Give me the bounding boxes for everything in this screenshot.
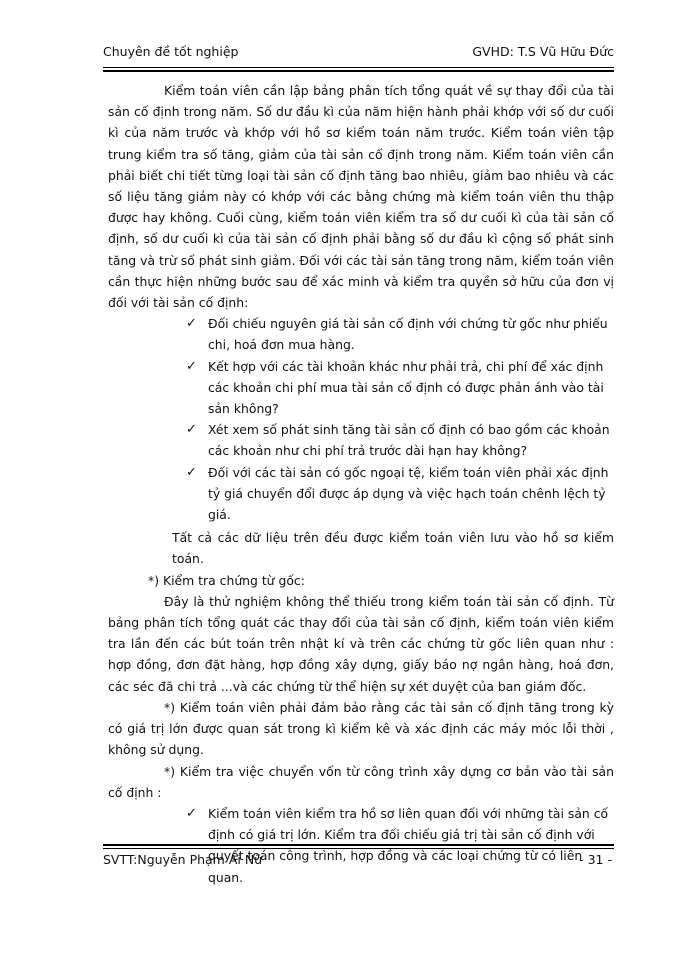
check-icon: ✓	[186, 358, 197, 374]
header-rule-thick	[103, 70, 614, 72]
list-item-text: Đối chiếu nguyên giá tài sản cố định với chứng từ gốc như phiếu chi, hoá đơn mua hàng.	[208, 316, 608, 353]
footer-student: SVTT:Nguyễn Phạm Ái Nữ	[103, 852, 263, 867]
header-title: Chuyên đề tốt nghiệp	[103, 44, 239, 59]
page-body	[108, 80, 614, 888]
paragraph-5: *) Kiểm tra việc chuyển vốn từ công trình xây dựng cơ bản vào tài sản cố định :	[108, 763, 614, 800]
list-item-text: Đối với các tài sản có gốc ngoại tệ, kiểm toán viên phải xác định tỷ giá chuyển đổi được áp dụng và việc hạch toán chênh lệch tỷ giá.	[208, 464, 609, 523]
footer-rule-thin	[103, 848, 614, 849]
check-icon: ✓	[186, 464, 197, 480]
paragraph-2-text: Tất cả các dữ liệu trên đều được kiểm toán viên lưu vào hồ sơ kiểm toán.	[172, 530, 614, 567]
paragraph-1: Kiểm toán viên cần lập bảng phân tích tổng quát về sự thay đổi của tài sản cố định trong năm. Số dư đầu kì của năm hiện hành phải khớp với số dư cuối kì của năm trước và khớp với hồ sơ kiểm toán năm trước. Kiểm toán viên tập trung kiểm tra số tăng, giảm của tài sản cố định trong năm. Kiểm toán viên cần phải biết chi tiết từng loại tài sản cố định tăng bao nhiêu, giảm bao nhiêu và các số liệu tăng giảm này có khớp với các bằng chứng mà kiểm toán viên thu thập được hay không. Cuối cùng, kiểm toán viên kiểm tra số dư cuối kì của tài sản cố định, số dư cuối kì của tài sản cố định phải bằng số dư đầu kì cộng số phát sinh tăng và trừ số phát sinh giảm. Đối với các tài sản tăng trong năm, kiểm toán viên cần thực hiện những bước sau để xác minh và kiểm tra quyền sở hữu của đơn vị đối với tài sản cố định:	[108, 83, 614, 311]
list-item	[186, 356, 614, 420]
check-icon: ✓	[186, 316, 197, 332]
list-item	[186, 419, 614, 461]
header-advisor: GVHD: T.S Vũ Hữu Đức	[472, 44, 614, 59]
list-item	[186, 313, 614, 355]
check-icon: ✓	[186, 422, 197, 438]
paragraph-4: *) Kiểm toán viên phải đảm bảo rằng các tài sản cố định tăng trong kỳ có giá trị lớn được quan sát trong kì kiểm kê và xác định các máy móc lỗi thời , không sử dụng.	[108, 699, 614, 758]
check-icon: ✓	[186, 805, 197, 821]
paragraph-2	[116, 527, 614, 569]
paragraph-3: Đây là thử nghiệm không thể thiếu trong kiểm toán tài sản cố định. Từ bảng phân tích tổng quát các thay đổi của tài sản cố định, kiểm toán viên kiểm tra lần đến các bút toán trên nhật kí và trên các chứng từ gốc liên quan như : hợp đồng, đơn đặt hàng, hợp đồng xây dựng, giấy báo nợ ngân hàng, hoá đơn, các séc đã chi trả ...và các chứng từ thể hiện sự xét duyệt của ban giám đốc.	[108, 593, 614, 694]
footer-rule-thick	[103, 844, 614, 846]
checklist-1	[186, 313, 614, 525]
list-item-text: Kiểm toán viên kiểm tra hồ sơ liên quan đối với những tài sản cố định có giá trị lớn. Kiểm tra đối chiếu giá trị tài sản cố định với quyết toán công trình, hợp đồng và các loại chứng từ có liên quan.	[208, 805, 609, 885]
list-item-text: Kết hợp với các tài khoản khác như phải trả, chi phí để xác định các khoản chi phí mua tài sản cố định có được phản ánh vào tài sản không?	[208, 358, 604, 417]
list-item-text: Xét xem số phát sinh tăng tài sản cố định có bao gồm các khoản các khoản như chi phí trả trước dài hạn hay không?	[208, 422, 610, 459]
list-item	[186, 462, 614, 526]
section-heading-source-docs: *) Kiểm tra chứng từ gốc:	[148, 572, 305, 588]
header-rule-thin	[103, 67, 614, 68]
page-number: - 31 -	[579, 852, 612, 867]
